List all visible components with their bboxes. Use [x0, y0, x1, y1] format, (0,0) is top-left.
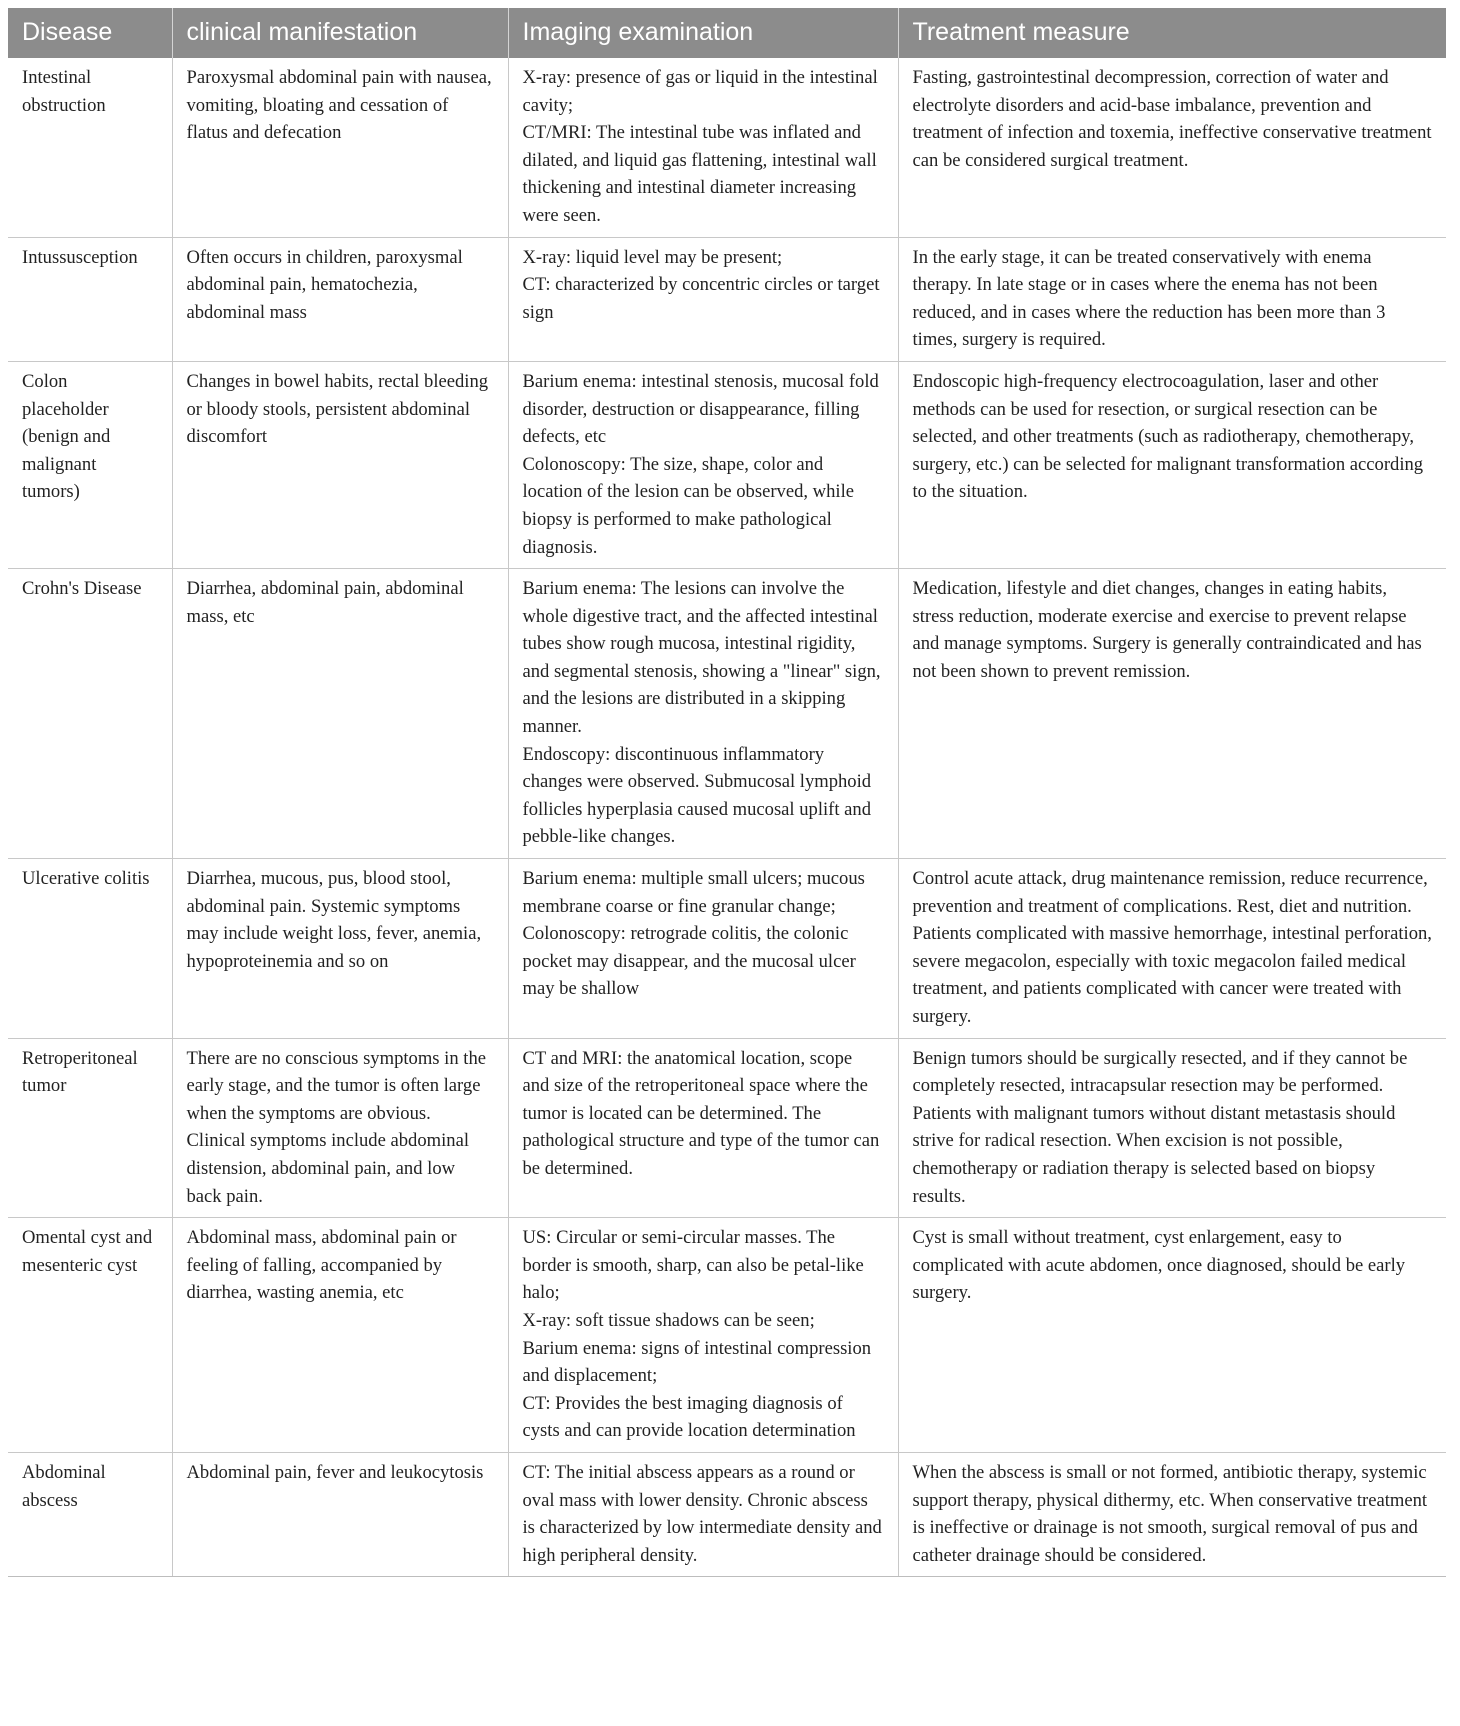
- disease-cell: Retroperitoneal tumor: [8, 1038, 172, 1218]
- table-header: [8, 8, 1446, 58]
- table-row: [8, 569, 1446, 859]
- manifestation-cell: Diarrhea, mucous, pus, blood stool, abdominal pain. Systemic symptoms may include weight loss, fever, anemia, hypoproteinemia and so on: [172, 859, 508, 1039]
- table-row: [8, 237, 1446, 361]
- disease-cell: Crohn's Disease: [8, 569, 172, 859]
- treatment-cell: In the early stage, it can be treated conservatively with enema therapy. In late stage or in cases where the enema has not been reduced, and in cases where the reduction has been more than 3 times, surgery is required.: [898, 237, 1446, 361]
- manifestation-cell: Often occurs in children, paroxysmal abdominal pain, hematochezia, abdominal mass: [172, 237, 508, 361]
- treatment-cell: Control acute attack, drug maintenance remission, reduce recurrence, prevention and treatment of complications. Rest, diet and nutrition. Patients complicated with massive hemorrhage, intestinal perforation, severe megacolon, especially with toxic megacolon failed medical treatment, and patients complicated with cancer were treated with surgery.: [898, 859, 1446, 1039]
- imaging-cell: Barium enema: The lesions can involve the whole digestive tract, and the affected intestinal tubes show rough mucosa, intestinal rigidity, and segmental stenosis, showing a "linear" sign, and the lesions are distributed in a skipping manner. Endoscopy: discontinuous inflammatory changes were observed. Submucosal lymphoid follicles hyperplasia caused mucosal uplift and pebble-like changes.: [508, 569, 898, 859]
- disease-cell: Intestinal obstruction: [8, 58, 172, 237]
- disease-table: [8, 8, 1446, 1577]
- disease-cell: Intussusception: [8, 237, 172, 361]
- table-row: [8, 1038, 1446, 1218]
- manifestation-cell: Abdominal pain, fever and leukocytosis: [172, 1452, 508, 1576]
- imaging-cell: X-ray: liquid level may be present; CT: characterized by concentric circles or target sign: [508, 237, 898, 361]
- imaging-cell: CT: The initial abscess appears as a round or oval mass with lower density. Chronic abscess is characterized by low intermediate density and high peripheral density.: [508, 1452, 898, 1576]
- header-row: [8, 8, 1446, 58]
- disease-cell: Ulcerative colitis: [8, 859, 172, 1039]
- header-clinical-manifestation: clinical manifestation: [172, 8, 508, 58]
- disease-table-container: [8, 8, 1446, 1577]
- treatment-cell: Medication, lifestyle and diet changes, changes in eating habits, stress reduction, moderate exercise and exercise to prevent relapse and manage symptoms. Surgery is generally contraindicated and has not been shown to prevent remission.: [898, 569, 1446, 859]
- manifestation-cell: Diarrhea, abdominal pain, abdominal mass, etc: [172, 569, 508, 859]
- header-disease: Disease: [8, 8, 172, 58]
- manifestation-cell: Paroxysmal abdominal pain with nausea, vomiting, bloating and cessation of flatus and defecation: [172, 58, 508, 237]
- table-row: [8, 859, 1446, 1039]
- treatment-cell: When the abscess is small or not formed, antibiotic therapy, systemic support therapy, physical dithermy, etc. When conservative treatment is ineffective or drainage is not smooth, surgical removal of pus and catheter drainage should be considered.: [898, 1452, 1446, 1576]
- treatment-cell: Cyst is small without treatment, cyst enlargement, easy to complicated with acute abdomen, once diagnosed, should be early surgery.: [898, 1218, 1446, 1453]
- table-row: [8, 1452, 1446, 1576]
- manifestation-cell: There are no conscious symptoms in the early stage, and the tumor is often large when the symptoms are obvious. Clinical symptoms include abdominal distension, abdominal pain, and low back pain.: [172, 1038, 508, 1218]
- disease-cell: Colon placeholder (benign and malignant tumors): [8, 361, 172, 568]
- imaging-cell: Barium enema: intestinal stenosis, mucosal fold disorder, destruction or disappearance, filling defects, etc Colonoscopy: The size, shape, color and location of the lesion can be observed, while biopsy is performed to make pathological diagnosis.: [508, 361, 898, 568]
- treatment-cell: Benign tumors should be surgically resected, and if they cannot be completely resected, intracapsular resection may be performed. Patients with malignant tumors without distant metastasis should strive for radical resection. When excision is not possible, chemotherapy or radiation therapy is selected based on biopsy results.: [898, 1038, 1446, 1218]
- table-row: [8, 58, 1446, 237]
- table-body: [8, 58, 1446, 1577]
- table-row: [8, 1218, 1446, 1453]
- disease-cell: Abdominal abscess: [8, 1452, 172, 1576]
- imaging-cell: X-ray: presence of gas or liquid in the intestinal cavity; CT/MRI: The intestinal tube was inflated and dilated, and liquid gas flattening, intestinal wall thickening and intestinal diameter increasing were seen.: [508, 58, 898, 237]
- manifestation-cell: Abdominal mass, abdominal pain or feeling of falling, accompanied by diarrhea, wasting anemia, etc: [172, 1218, 508, 1453]
- imaging-cell: Barium enema: multiple small ulcers; mucous membrane coarse or fine granular change; Colonoscopy: retrograde colitis, the colonic pocket may disappear, and the mucosal ulcer may be shallow: [508, 859, 898, 1039]
- treatment-cell: Fasting, gastrointestinal decompression, correction of water and electrolyte disorders and acid-base imbalance, prevention and treatment of infection and toxemia, ineffective conservative treatment can be considered surgical treatment.: [898, 58, 1446, 237]
- table-row: [8, 361, 1446, 568]
- treatment-cell: Endoscopic high-frequency electrocoagulation, laser and other methods can be used for resection, or surgical resection can be selected, and other treatments (such as radiotherapy, chemotherapy, surgery, etc.) can be selected for malignant transformation according to the situation.: [898, 361, 1446, 568]
- disease-cell: Omental cyst and mesenteric cyst: [8, 1218, 172, 1453]
- header-imaging-examination: Imaging examination: [508, 8, 898, 58]
- imaging-cell: CT and MRI: the anatomical location, scope and size of the retroperitoneal space where the tumor is located can be determined. The pathological structure and type of the tumor can be determined.: [508, 1038, 898, 1218]
- manifestation-cell: Changes in bowel habits, rectal bleeding or bloody stools, persistent abdominal discomfort: [172, 361, 508, 568]
- header-treatment-measure: Treatment measure: [898, 8, 1446, 58]
- imaging-cell: US: Circular or semi-circular masses. The border is smooth, sharp, can also be petal-like halo; X-ray: soft tissue shadows can be seen; Barium enema: signs of intestinal compression and displacement; CT: Provides the best imaging diagnosis of cysts and can provide location determination: [508, 1218, 898, 1453]
